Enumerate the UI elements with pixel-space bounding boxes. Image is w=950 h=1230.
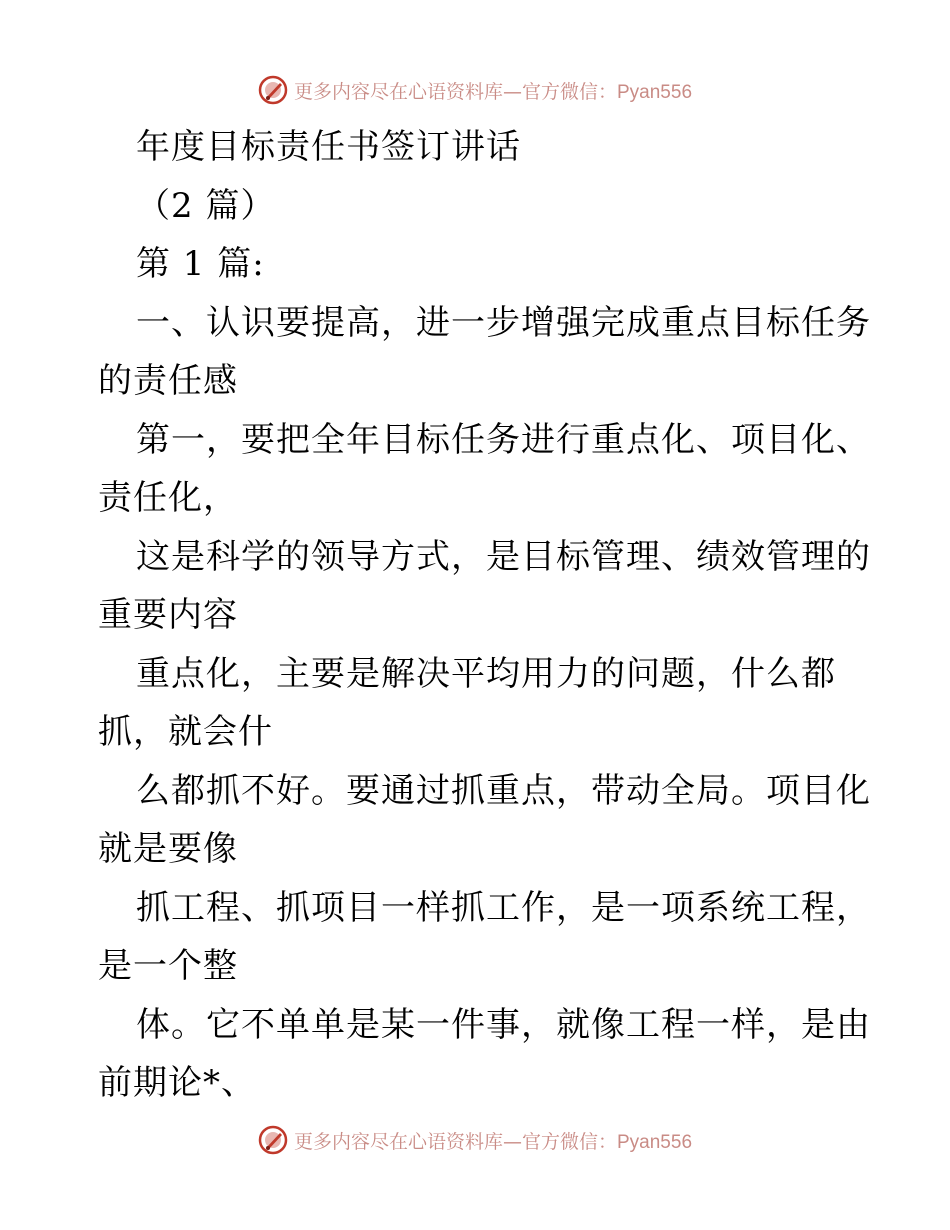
watermark-header: [0, 70, 950, 110]
paragraph-line: 一、认识要提高，进一步增强完成重点目标任务: [136, 302, 871, 343]
paragraph-line: 体。它不单单是某一件事，就像工程一样，是由: [136, 1004, 871, 1045]
watermark-text: 更多内容尽在心语资料库—官方微信：: [293, 1130, 617, 1153]
document-count-note: （2 篇）: [136, 185, 276, 226]
section-heading: 第 1 篇:: [136, 244, 265, 284]
paragraph-line: 重要内容: [98, 595, 238, 635]
paragraph-line: 是一个整: [98, 946, 238, 986]
paragraph-line: 抓工程、抓项目一样抓工作，是一项系统工程，: [136, 887, 871, 928]
paragraph-line: 么都抓不好。要通过抓重点，带动全局。项目化: [136, 770, 871, 811]
pen-seal-icon: [258, 1125, 288, 1155]
watermark-wechat-id: Pyan556: [617, 81, 693, 103]
paragraph-line: 重点化，主要是解决平均用力的问题，什么都: [136, 653, 836, 694]
document-title: 年度目标责任书签订讲话: [136, 127, 521, 167]
paragraph-line: 责任化，: [98, 478, 238, 518]
paragraph-line: 的责任感: [98, 361, 238, 401]
watermark-text: 更多内容尽在心语资料库—官方微信：: [293, 80, 617, 103]
document-body: [98, 118, 871, 1113]
paragraph-line: 第一，要把全年目标任务进行重点化、项目化、: [136, 419, 871, 460]
paragraph-line: 这是科学的领导方式，是目标管理、绩效管理的: [136, 536, 871, 577]
watermark-wechat-id: Pyan556: [617, 1131, 693, 1153]
watermark-footer: [0, 1120, 950, 1160]
paragraph-line: 就是要像: [98, 829, 238, 869]
paragraph-line: 抓，就会什: [98, 712, 273, 752]
paragraph-line: 前期论*、: [98, 1063, 256, 1103]
paragraph-lines: [98, 294, 871, 1113]
pen-seal-icon: [258, 75, 288, 105]
